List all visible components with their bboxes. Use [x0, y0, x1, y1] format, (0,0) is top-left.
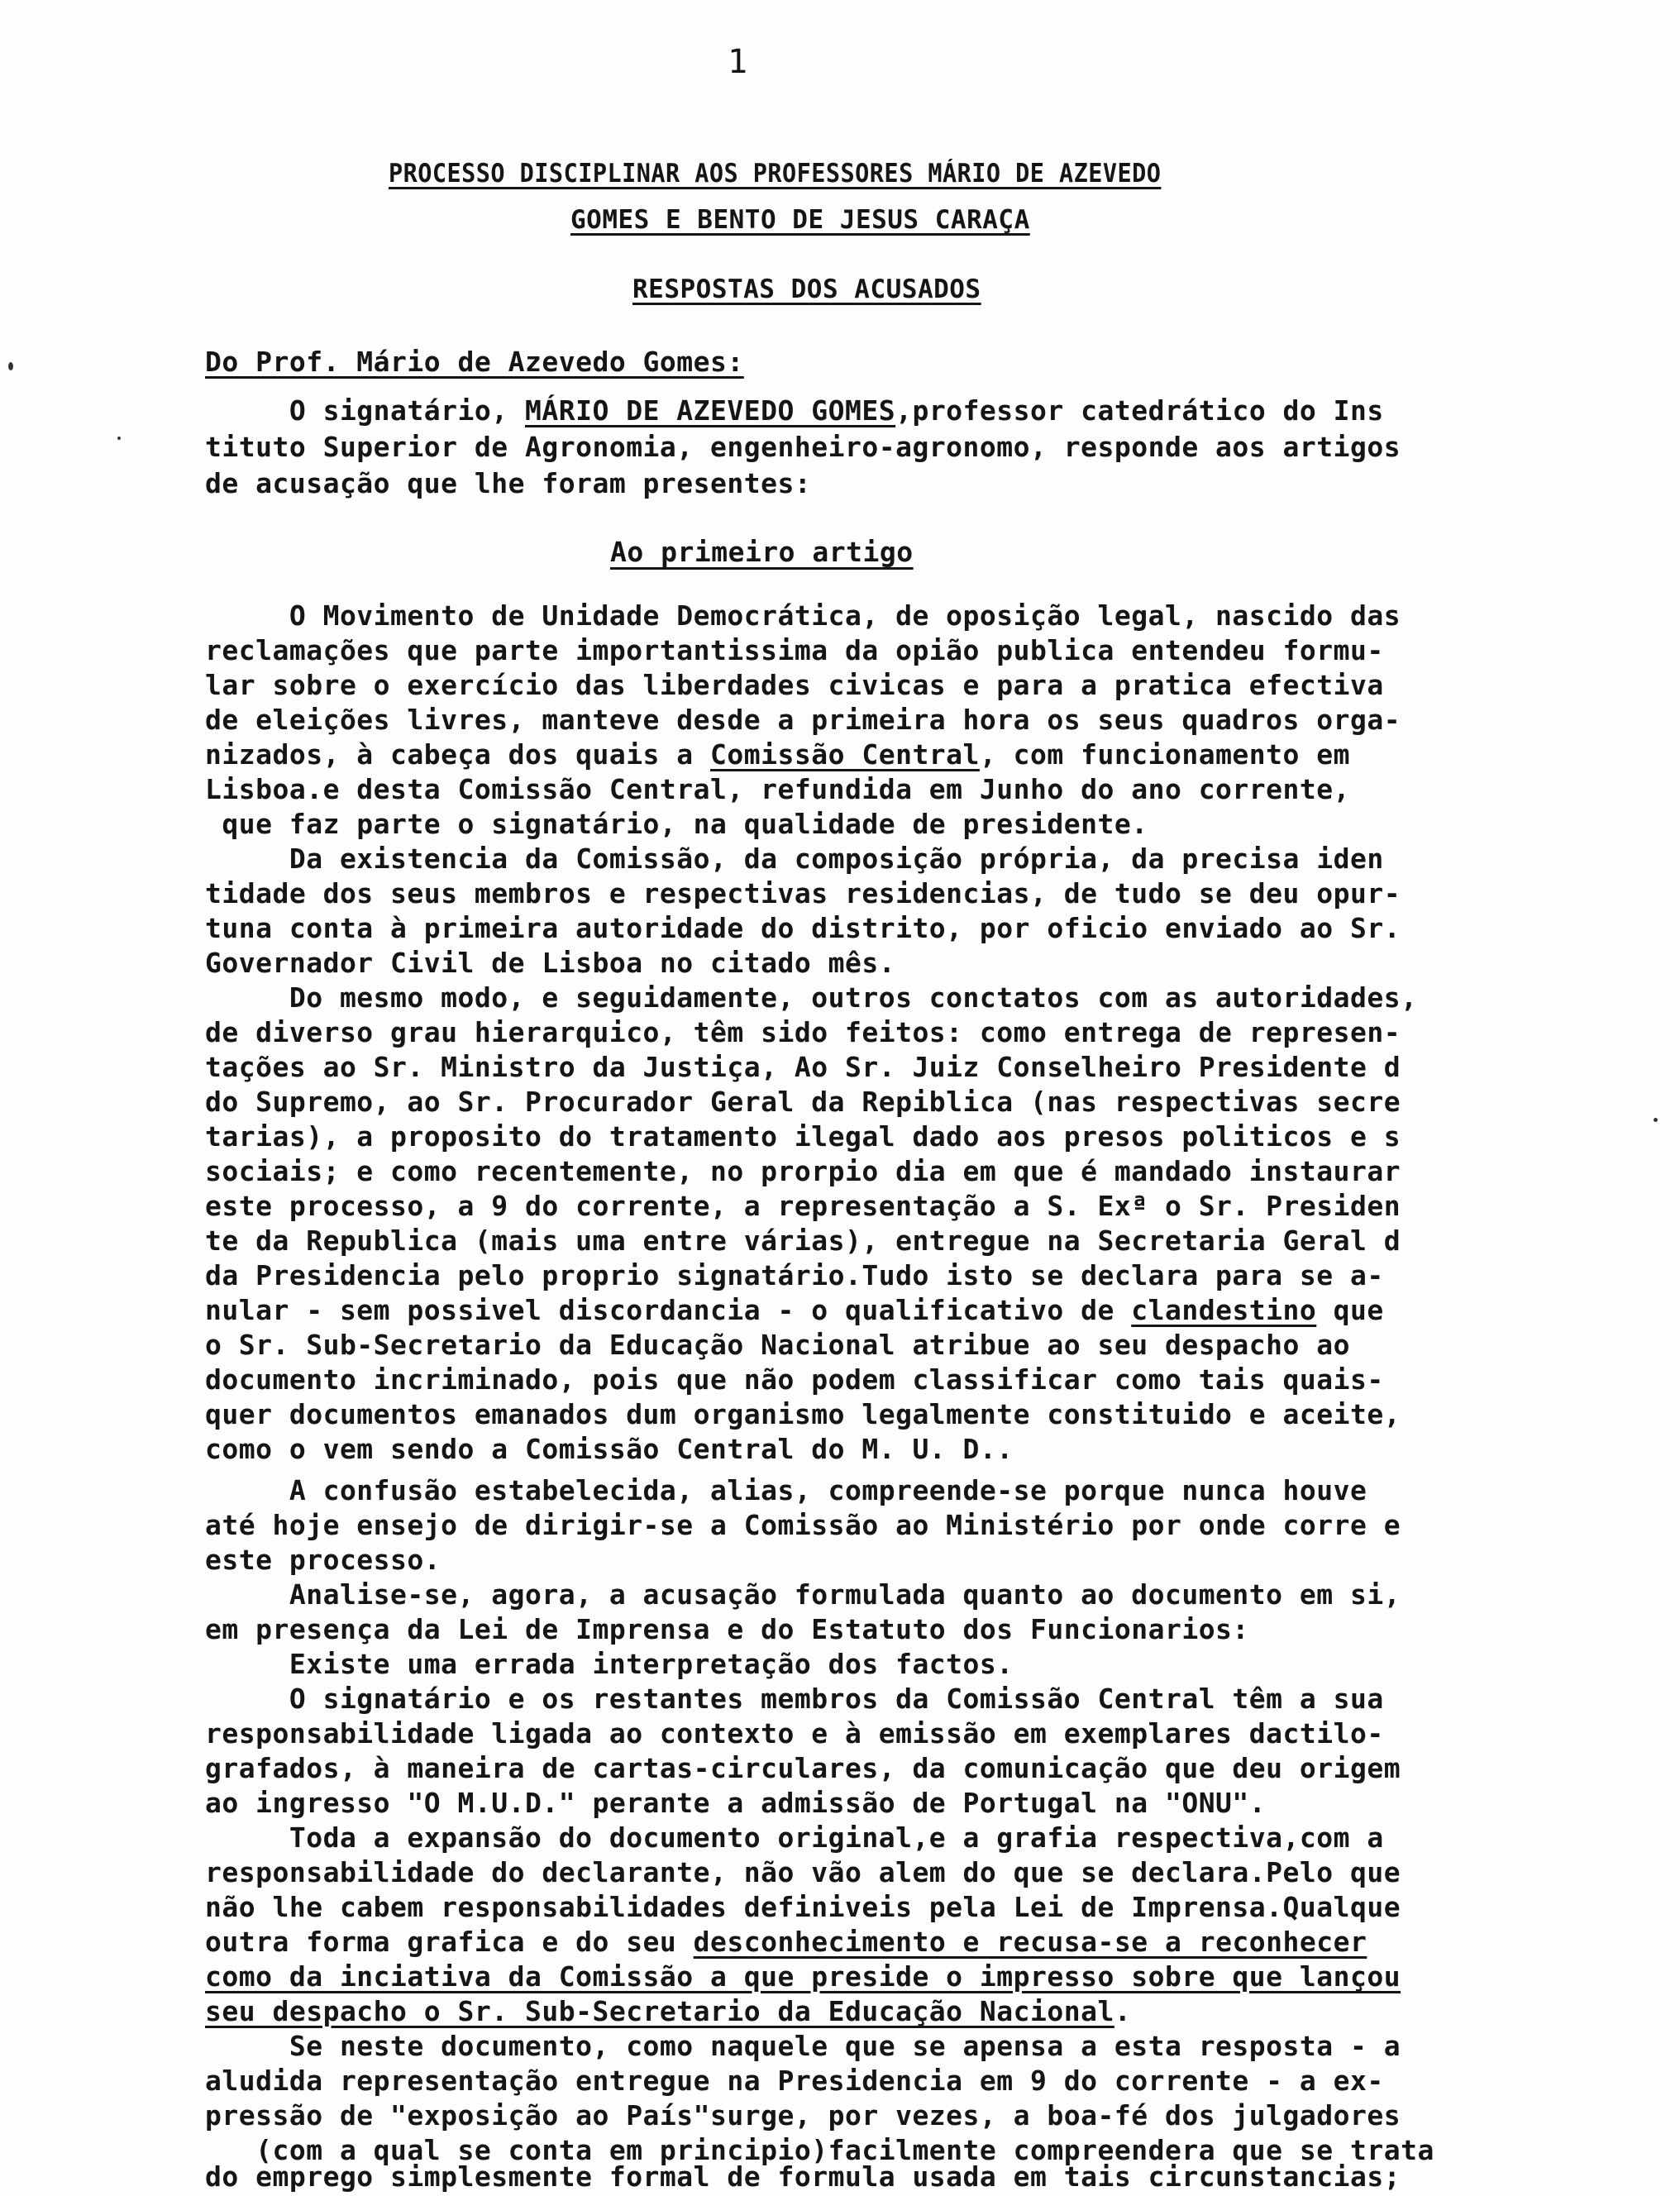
body-text: , com funcionamento em	[979, 738, 1351, 771]
body-line: responsabilidade ligada ao contexto e à emissão em exemplares dactilo-	[205, 1717, 1384, 1750]
body-line: tações ao Sr. Ministro da Justiça, Ao Sr. Juiz Conselheiro Presidente d	[205, 1051, 1401, 1083]
body-text: outra forma grafica e do seu	[205, 1926, 694, 1958]
body-line: Toda a expansão do documento original,e a grafia respectiva,com a	[205, 1821, 1384, 1854]
body-line: lar sobre o exercício das liberdades civicas e para a pratica efectiva	[205, 669, 1384, 701]
body-line: O Movimento de Unidade Democrática, de oposição legal, nascido das	[205, 599, 1401, 632]
body-text: nizados, à cabeça dos quais a	[205, 738, 711, 771]
intro-text: O signatário,	[205, 394, 525, 427]
body-line: Da existencia da Comissão, da composição própria, da precisa iden	[205, 843, 1384, 875]
body-line: este processo, a 9 do corrente, a representação a S. Exª o Sr. Presiden	[205, 1190, 1401, 1222]
body-line: ao ingresso "O M.U.D." perante a admissão de Portugal na "ONU".	[205, 1787, 1267, 1819]
body-line	[205, 738, 1351, 771]
body-text: nular - sem possivel discordancia - o qualificativo de	[205, 1294, 1132, 1326]
article-heading: Ao primeiro artigo	[610, 536, 914, 568]
body-line: responsabilidade do declarante, não vão alem do que se declara.Pelo que	[205, 1856, 1401, 1888]
body-line: este processo.	[205, 1544, 441, 1576]
body-line: de diverso grau hierarquico, têm sido feitos: como entrega de represen-	[205, 1016, 1401, 1048]
body-line: aludida representação entregue na Presidencia em 9 do corrente - a ex-	[205, 2065, 1384, 2097]
intro-text: ,professor catedrático do Ins	[895, 394, 1384, 427]
body-line: documento incriminado, pois que não podem classificar como tais quais-	[205, 1363, 1384, 1396]
body-line: da Presidencia pelo proprio signatário.Tudo isto se declara para se a-	[205, 1259, 1384, 1291]
body-line: que faz parte o signatário, na qualidade de presidente.	[205, 808, 1148, 840]
body-line: tuna conta à primeira autoridade do distrito, por oficio enviado ao Sr.	[205, 912, 1401, 944]
body-line: te da Republica (mais uma entre várias), entregue na Secretaria Geral d	[205, 1225, 1401, 1257]
document-subtitle: RESPOSTAS DOS ACUSADOS	[632, 274, 981, 304]
body-line	[205, 1926, 1367, 1958]
scan-speck	[8, 362, 13, 370]
intro-line-3: de acusação que lhe foram presentes:	[205, 467, 812, 499]
body-line: Se neste documento, como naquele que se apensa a esta resposta - a	[205, 2030, 1401, 2062]
section-heading-author: Do Prof. Mário de Azevedo Gomes:	[205, 346, 744, 378]
body-line: A confusão estabelecida, alias, compreende-se porque nunca houve	[205, 1474, 1367, 1506]
body-line	[205, 1960, 1401, 1993]
intro-line-2: tituto Superior de Agronomia, engenheiro-agronomo, responde aos artigos	[205, 431, 1401, 463]
underlined-passage: seu despacho o Sr. Sub-Secretario da Educação Nacional	[205, 1995, 1114, 2027]
body-line: grafados, à maneira de cartas-circulares, da comunicação que deu origem	[205, 1752, 1401, 1784]
underlined-passage: como da inciativa da Comissão a que preside o impresso sobre que lançou	[205, 1960, 1401, 1993]
body-line: O signatário e os restantes membros da Comissão Central têm a sua	[205, 1683, 1384, 1715]
body-line: (com a qual se conta em principio)facilmente compreendera que se trata	[205, 2134, 1434, 2166]
body-line: Governador Civil de Lisboa no citado mês.	[205, 947, 896, 979]
body-line: não lhe cabem responsabilidades definiveis pela Lei de Imprensa.Qualque	[205, 1891, 1401, 1923]
body-line: reclamações que parte importantissima da opião publica entendeu formu-	[205, 634, 1384, 666]
body-line: quer documentos emanados dum organismo legalmente constituido e aceite,	[205, 1398, 1401, 1430]
body-line: Analise-se, agora, a acusação formulada quanto ao documento em si,	[205, 1578, 1401, 1611]
underlined-term: Comissão Central	[710, 738, 980, 771]
body-line	[205, 1296, 1384, 1324]
body-line: o Sr. Sub-Secretario da Educação Nacional atribue ao seu despacho ao	[205, 1329, 1351, 1361]
scan-speck	[117, 437, 121, 440]
scan-speck	[1654, 1118, 1658, 1122]
body-line: em presença da Lei de Imprensa e do Estatuto dos Funcionarios:	[205, 1613, 1249, 1645]
document-title-line-1: PROCESSO DISCIPLINAR AOS PROFESSORES MÁRIO DE AZEVEDO	[389, 159, 1162, 189]
body-line: até hoje ensejo de dirigir-se a Comissão ao Ministério por onde corre e	[205, 1509, 1401, 1541]
body-line: tidade dos seus membros e respectivas residencias, de tudo se deu opur-	[205, 877, 1401, 909]
body-line: do Supremo, ao Sr. Procurador Geral da Repiblica (nas respectivas secre	[205, 1086, 1401, 1118]
body-line: Do mesmo modo, e seguidamente, outros conctatos com as autoridades,	[205, 981, 1418, 1014]
body-line: de eleições livres, manteve desde a primeira hora os seus quadros orga-	[205, 704, 1401, 736]
body-line	[205, 1995, 1132, 2027]
intro-line-1	[205, 394, 1384, 427]
document-title-line-2: GOMES E BENTO DE JESUS CARAÇA	[570, 205, 1030, 235]
underlined-passage: desconhecimento e recusa-se a reconhecer	[693, 1926, 1367, 1958]
body-line: sociais; e como recentemente, no prorpio dia em que é mandado instaurar	[205, 1155, 1401, 1187]
signatory-name: MÁRIO DE AZEVEDO GOMES	[525, 394, 896, 427]
body-line: tarias), a proposito do tratamento ilegal dado aos presos politicos e s	[205, 1120, 1401, 1153]
underlined-term: clandestino	[1131, 1294, 1317, 1326]
body-line: Existe uma errada interpretação dos factos.	[205, 1648, 1014, 1680]
body-line: pressão de "exposição ao País"surge, por vezes, a boa-fé dos julgadores	[205, 2099, 1401, 2132]
body-text: que	[1316, 1294, 1384, 1326]
body-line: como o vem sendo a Comissão Central do M. U. D..	[205, 1433, 1014, 1465]
body-line: Lisboa.e desta Comissão Central, refundida em Junho do ano corrente,	[205, 773, 1351, 805]
body-line: do emprego simplesmente formal de formula usada em tais circunstancias;	[205, 2160, 1401, 2193]
page-number: 1	[728, 43, 748, 81]
body-text: .	[1114, 1995, 1132, 2027]
